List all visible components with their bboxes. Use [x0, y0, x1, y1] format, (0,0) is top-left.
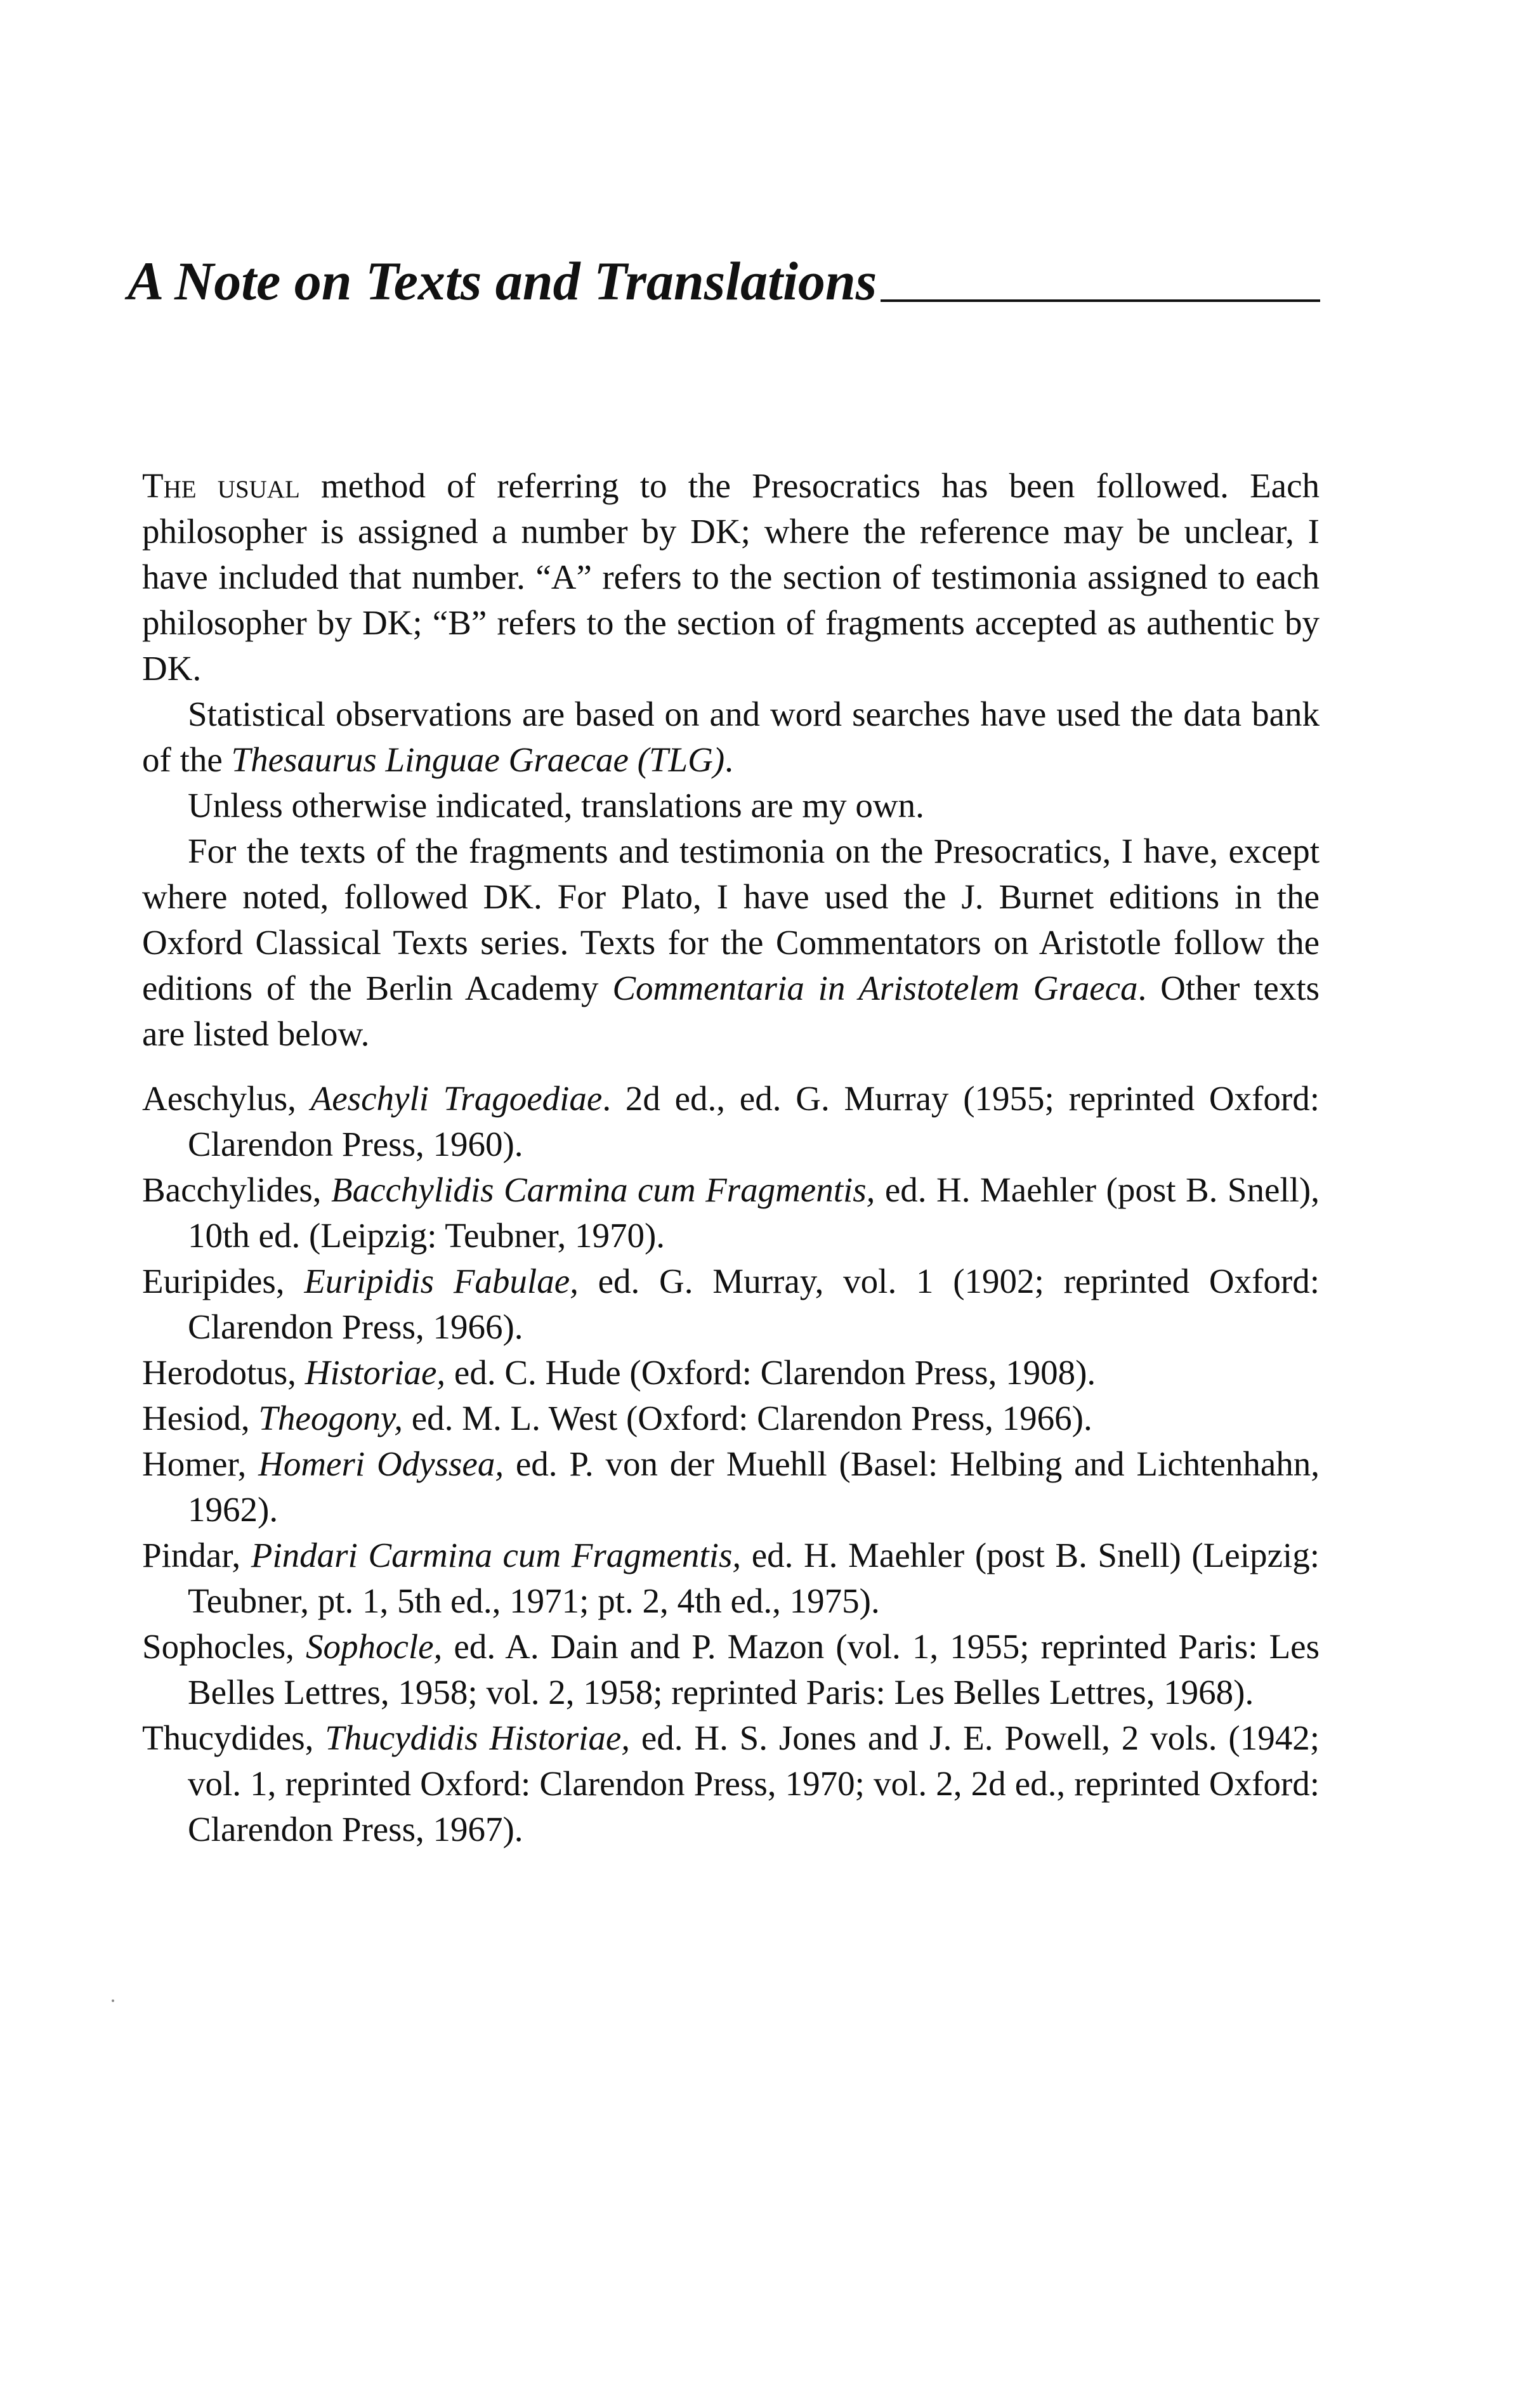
ref-details: ed. H. Maehler (post B. Snell) (Leipzig: Teubner, pt. 1, 5th ed., 1971; pt. 2, 4th ed., 1975).	[188, 1536, 1320, 1620]
ref-title: Thucydidis Historiae,	[325, 1718, 630, 1757]
main-text	[142, 463, 1320, 1852]
ref-details: ed. G. Murray, vol. 1 (1902; reprinted Oxford: Clarendon Press, 1966).	[188, 1262, 1320, 1346]
ref-author: Hesiod,	[142, 1399, 259, 1437]
title-rule	[881, 299, 1320, 302]
ref-details: ed. A. Dain and P. Mazon (vol. 1, 1955; reprinted Paris: Les Belles Lettres, 1958; vol. 2, 1958; reprinted Paris: Les Belles Lettres, 1968).	[188, 1627, 1320, 1711]
ref-author: Homer,	[142, 1444, 259, 1483]
intro-p2-end: .	[724, 740, 733, 779]
intro-p2-text: Statistical observations are based on and word searches have used the data bank of the	[142, 695, 1320, 779]
ref-title: Theogony,	[258, 1399, 403, 1437]
ref-title: Bacchylidis Carmina cum Fragmentis,	[331, 1170, 875, 1209]
reference-item	[142, 1350, 1320, 1396]
ref-author: Pindar,	[142, 1536, 251, 1574]
reference-item	[142, 1396, 1320, 1441]
small-caps-lead: The usual	[142, 466, 300, 505]
ref-details: ed. H. S. Jones and J. E. Powell, 2 vols. (1942; vol. 1, reprinted Oxford: Clarendon Press, 1970; vol. 2, 2d ed., reprinted Oxford: Clarendon Press, 1967).	[188, 1718, 1320, 1849]
page-title: A Note on Texts and Translations	[128, 251, 877, 311]
reference-item	[142, 1533, 1320, 1624]
scan-speck	[112, 1999, 114, 2002]
ref-details: ed. H. Maehler (post B. Snell), 10th ed. (Leipzig: Teubner, 1970).	[188, 1170, 1320, 1255]
intro-p2-title: Thesaurus Linguae Graecae (TLG)	[231, 740, 725, 779]
ref-title: Euripidis Fabulae,	[304, 1262, 579, 1300]
ref-author: Aeschylus,	[142, 1079, 311, 1118]
reference-item	[142, 1259, 1320, 1350]
reference-item	[142, 1624, 1320, 1715]
ref-author: Euripides,	[142, 1262, 305, 1300]
page-heading	[128, 251, 1320, 311]
ref-title: Sophocle,	[305, 1627, 443, 1666]
ref-title: Historiae,	[305, 1353, 446, 1392]
reference-list	[142, 1076, 1320, 1852]
ref-details: ed. C. Hude (Oxford: Clarendon Press, 1908).	[445, 1353, 1096, 1392]
reference-item	[142, 1441, 1320, 1533]
ref-details: ed. P. von der Muehll (Basel: Helbing and Lichtenhahn, 1962).	[188, 1444, 1320, 1529]
intro-paragraph-3: Unless otherwise indicated, translations are my own.	[188, 786, 924, 825]
intro-p4-text: For the texts of the fragments and testimonia on the Presocratics, I have, except where noted, followed DK. For Plato, I have used the J. Burnet editions in the Oxford Classical Texts series. Texts for the Commentators on Aristotle follow the editions of the Berlin Academy	[142, 832, 1320, 1007]
reference-item	[142, 1167, 1320, 1259]
ref-author: Sophocles,	[142, 1627, 306, 1666]
ref-author: Herodotus,	[142, 1353, 305, 1392]
intro-paragraph-4	[142, 828, 1320, 1057]
intro-p1-text: method of referring to the Presocratics has been followed. Each philosopher is assigned a number by DK; where the reference may be unclear, I have included that number. “A” refers to the section of testimonia assigned to each philosopher by DK; “B” refers to the section of fragments accepted as authentic by DK.	[142, 466, 1320, 688]
ref-details: ed. M. L. West (Oxford: Clarendon Press, 1966).	[402, 1399, 1092, 1437]
intro-p4-end: . Other texts are listed below.	[142, 969, 1320, 1053]
ref-title: Aeschyli Tragoediae	[310, 1079, 603, 1118]
reference-item	[142, 1715, 1320, 1852]
ref-details: . 2d ed., ed. G. Murray (1955; reprinted Oxford: Clarendon Press, 1960).	[188, 1079, 1320, 1163]
intro-p4-title: Commentaria in Aristotelem Graeca	[612, 969, 1138, 1007]
ref-title: Pindari Carmina cum Fragmentis,	[251, 1536, 742, 1574]
reference-item	[142, 1076, 1320, 1167]
intro-paragraph-2	[142, 691, 1320, 783]
ref-author: Thucydides,	[142, 1718, 325, 1757]
ref-author: Bacchylides,	[142, 1170, 331, 1209]
intro-paragraph-1	[142, 463, 1320, 691]
ref-title: Homeri Odyssea,	[258, 1444, 504, 1483]
